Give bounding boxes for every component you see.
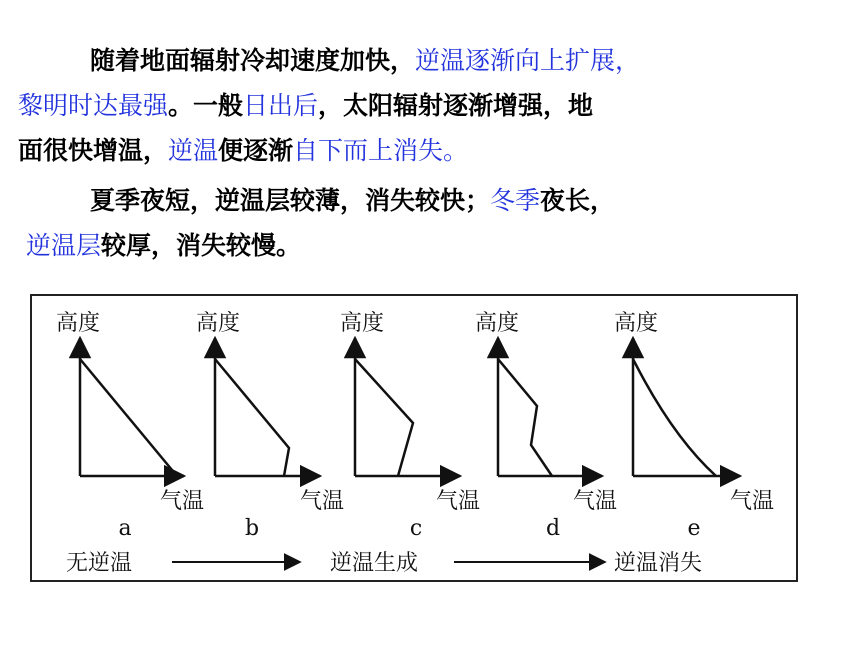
text-segment: 较厚，消失较慢。 (101, 231, 302, 260)
highlight-segment: 自下而上消失。 (293, 136, 469, 165)
paragraph-1 (18, 38, 838, 173)
stage-no-inversion: 无逆温 (66, 551, 133, 576)
panel-label: b (244, 516, 260, 541)
panel-c (355, 338, 460, 476)
text-segment: 便逐渐 (218, 136, 294, 165)
temperature-profile (215, 359, 289, 476)
temperature-profile (633, 359, 716, 476)
stage-inversion-disappears: 逆温消失 (614, 551, 703, 576)
paragraph-2-line-1 (18, 178, 838, 223)
panel-label: d (545, 516, 561, 541)
paragraph-1-line-2 (18, 83, 838, 128)
stage-inversion-forms: 逆温生成 (330, 551, 419, 576)
x-axis-label: 气温 (160, 489, 205, 514)
inversion-diagram-svg (32, 296, 796, 580)
paragraph-1-line-1 (18, 38, 838, 83)
x-axis-label: 气温 (300, 489, 345, 514)
panel-label: e (687, 516, 701, 541)
temperature-profile (498, 359, 552, 476)
x-axis-label: 气温 (730, 489, 775, 514)
panel-d (498, 338, 602, 476)
paragraph-2-line-2 (18, 223, 838, 268)
text-segment: 夏季夜短，逆温层较薄，消失较快； (90, 186, 491, 215)
panel-label: c (409, 516, 423, 541)
highlight-segment: 逆温 (168, 136, 219, 165)
highlight-segment: 逆温层 (26, 231, 102, 260)
text-segment: ，太阳辐射逐渐增强，地 (318, 91, 594, 120)
temperature-profile (355, 359, 413, 476)
y-axis-label: 高度 (614, 311, 659, 336)
paragraph-1-line-3 (18, 128, 838, 173)
highlight-segment: 冬季 (490, 186, 541, 215)
panel-a (80, 338, 184, 476)
text-segment: 夜长， (540, 186, 616, 215)
panel-label: a (118, 516, 132, 541)
highlight-segment: 日出后 (243, 91, 319, 120)
temperature-profile (80, 359, 177, 476)
x-axis-label: 气温 (573, 489, 618, 514)
panel-e (633, 338, 740, 476)
y-axis-label: 高度 (340, 311, 385, 336)
inversion-diagram (30, 294, 798, 582)
panel-b (215, 338, 320, 476)
y-axis-label: 高度 (475, 311, 520, 336)
highlight-segment: 逆温逐渐向上扩展， (415, 46, 641, 75)
text-segment: 随着地面辐射冷却速度加快， (90, 46, 416, 75)
paragraph-2 (18, 178, 838, 268)
x-axis-label: 气温 (436, 489, 481, 514)
highlight-segment: 黎明时达最强 (18, 91, 169, 120)
y-axis-label: 高度 (196, 311, 241, 336)
text-segment: 面很快增温， (18, 136, 169, 165)
text-segment: 。一般 (168, 91, 244, 120)
y-axis-label: 高度 (56, 311, 101, 336)
